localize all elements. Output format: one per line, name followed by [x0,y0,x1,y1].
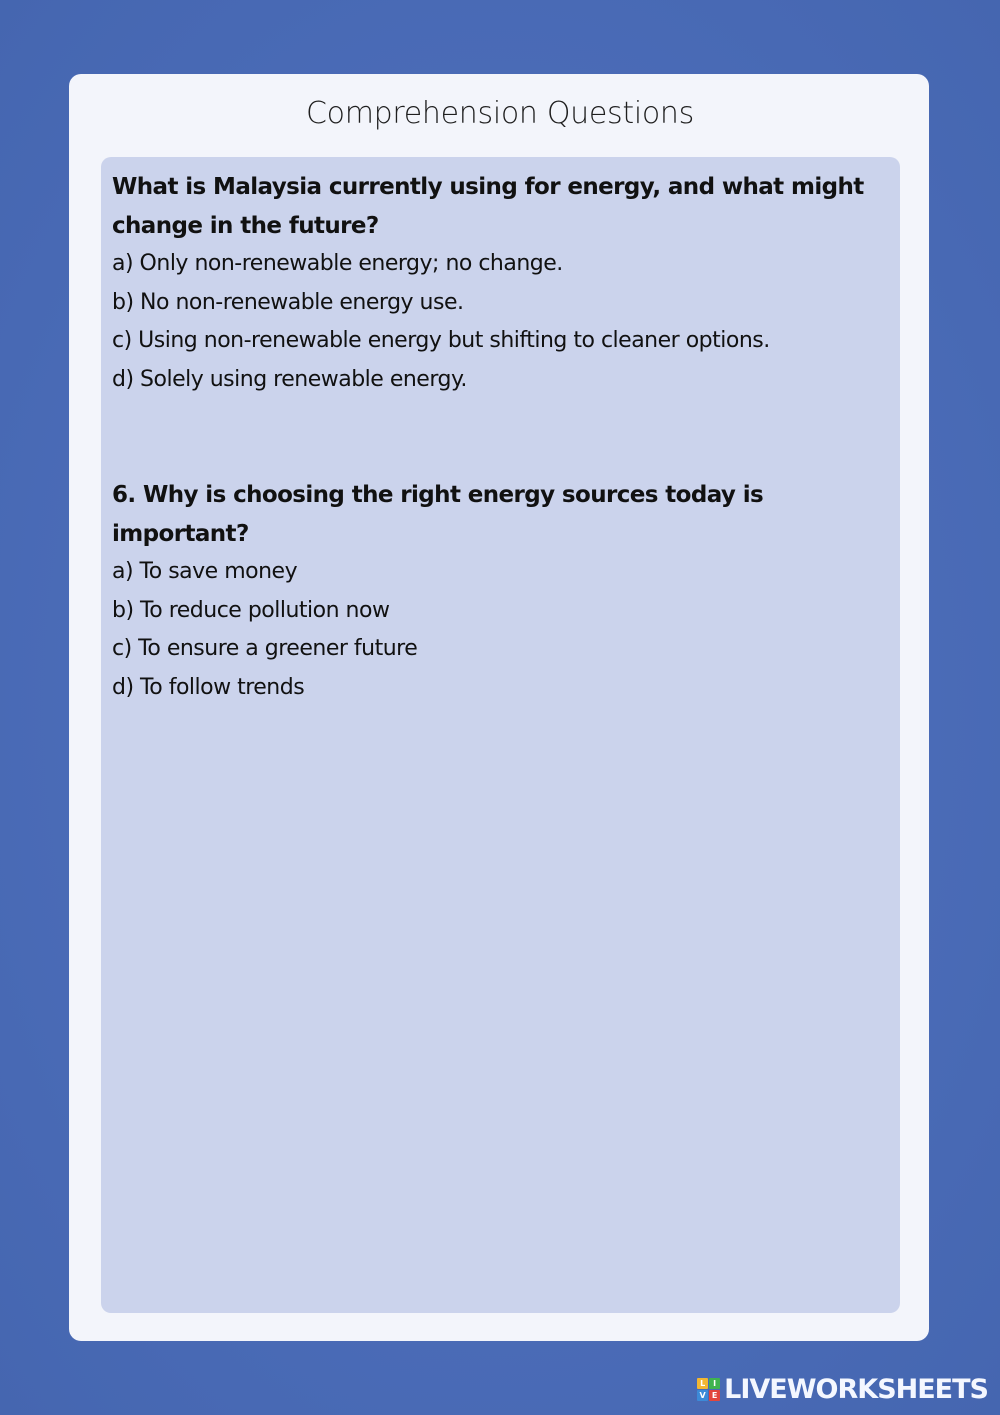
logo-letter-l: L [697,1378,708,1389]
question-6-text: 6. Why is choosing the right energy sources today is important? [112,482,764,547]
question-6-option-c: c) To ensure a greener future [112,636,418,661]
liveworksheets-logo [697,1374,988,1405]
question-1-option-d: d) Solely using renewable energy. [112,366,467,392]
question-1-text: What is Malaysia currently using for energy, and what might change in the future? [112,174,864,239]
question-6-option-d: d) To follow trends [112,674,305,700]
logo-letter-v: V [697,1390,708,1401]
question-1-option-c: c) Using non-renewable energy but shifting to cleaner options. [112,328,770,353]
logo-letter-i: I [709,1378,720,1389]
question-6-option-a: a) To save money [112,559,298,584]
question-1-option-a: a) Only non-renewable energy; no change. [112,251,563,276]
question-1-option-b: b) No non-renewable energy use. [112,289,464,315]
logo-grid-icon [697,1378,720,1401]
question-1 [112,168,892,399]
question-6 [112,476,892,707]
logo-letter-e: E [709,1390,720,1401]
worksheet-title: Comprehension Questions [306,96,694,131]
logo-text: LIVEWORKSHEETS [724,1374,988,1405]
question-6-option-b: b) To reduce pollution now [112,597,390,623]
